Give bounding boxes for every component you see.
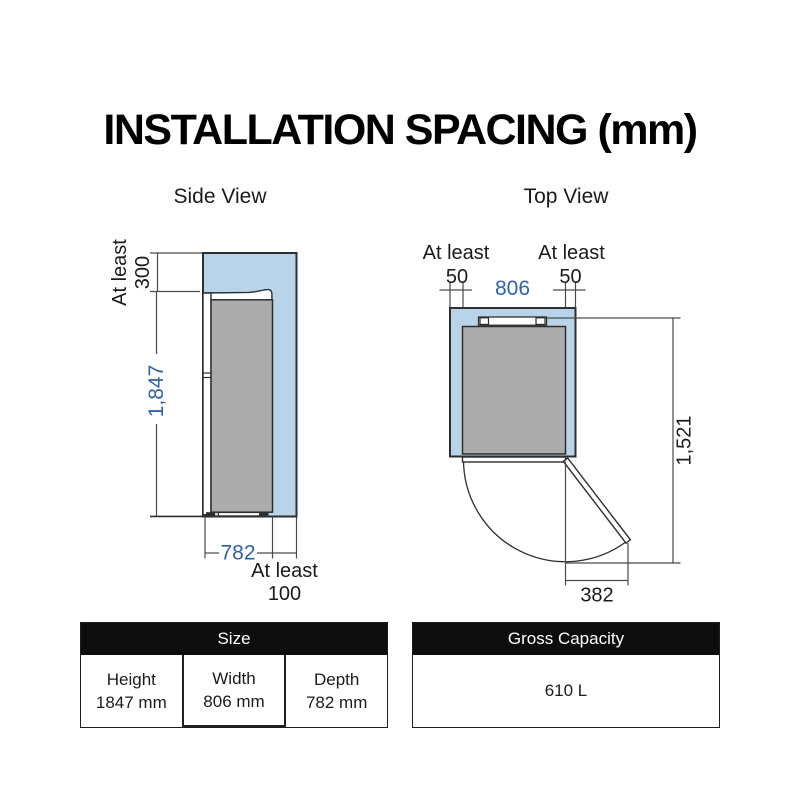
gross-capacity-value: 610 L bbox=[544, 681, 588, 700]
size-cell-width bbox=[182, 655, 287, 727]
depth-value: 782 mm bbox=[305, 693, 368, 712]
dim-382-value: 382 bbox=[580, 584, 614, 607]
gross-capacity-table bbox=[412, 622, 720, 728]
dim-1521-value: 1,521 bbox=[673, 415, 696, 466]
dim-50-left-value: 50 bbox=[445, 266, 469, 288]
size-cell-depth bbox=[286, 655, 387, 727]
dim-782-value: 782 bbox=[220, 541, 256, 565]
fridge-top-body bbox=[463, 327, 566, 455]
width-value: 806 mm bbox=[203, 692, 265, 711]
front-edge-strip bbox=[463, 457, 566, 462]
front-foot bbox=[206, 512, 215, 516]
rear-foot bbox=[260, 512, 269, 516]
dim-300-at-least-label: At least bbox=[109, 239, 131, 306]
size-table-header: Size bbox=[81, 623, 387, 655]
dim-300-value: 300 bbox=[132, 255, 154, 290]
gross-capacity-header: Gross Capacity bbox=[413, 623, 719, 655]
size-table bbox=[80, 622, 388, 728]
side-view-label: Side View bbox=[173, 185, 267, 208]
dim-100-at-least-label: At least bbox=[251, 560, 318, 582]
rear-strip-block bbox=[536, 318, 545, 325]
open-door bbox=[563, 458, 630, 543]
page-title: INSTALLATION SPACING (mm) bbox=[103, 106, 697, 154]
size-table-body bbox=[81, 655, 387, 727]
top-view-diagram bbox=[423, 242, 696, 607]
depth-label: Depth bbox=[313, 670, 360, 689]
fridge-side-body bbox=[211, 300, 273, 512]
height-label: Height bbox=[106, 670, 156, 689]
fridge-door-side bbox=[203, 293, 211, 515]
top-view-label: Top View bbox=[523, 185, 609, 208]
dim-100-value: 100 bbox=[267, 583, 302, 605]
dim-50-right-value: 50 bbox=[559, 266, 582, 288]
side-view-diagram bbox=[109, 239, 318, 605]
rear-strip-block bbox=[480, 318, 489, 325]
dim-1847-value: 1,847 bbox=[145, 364, 168, 418]
base-grille bbox=[219, 513, 260, 516]
width-label: Width bbox=[212, 669, 256, 688]
height-value: 1847 mm bbox=[95, 693, 167, 712]
dim-806-value: 806 bbox=[494, 277, 531, 300]
size-cell-height bbox=[81, 655, 182, 727]
dim-50-right-at-least-label: At least bbox=[538, 242, 605, 264]
dim-50-left-at-least-label: At least bbox=[422, 242, 490, 264]
